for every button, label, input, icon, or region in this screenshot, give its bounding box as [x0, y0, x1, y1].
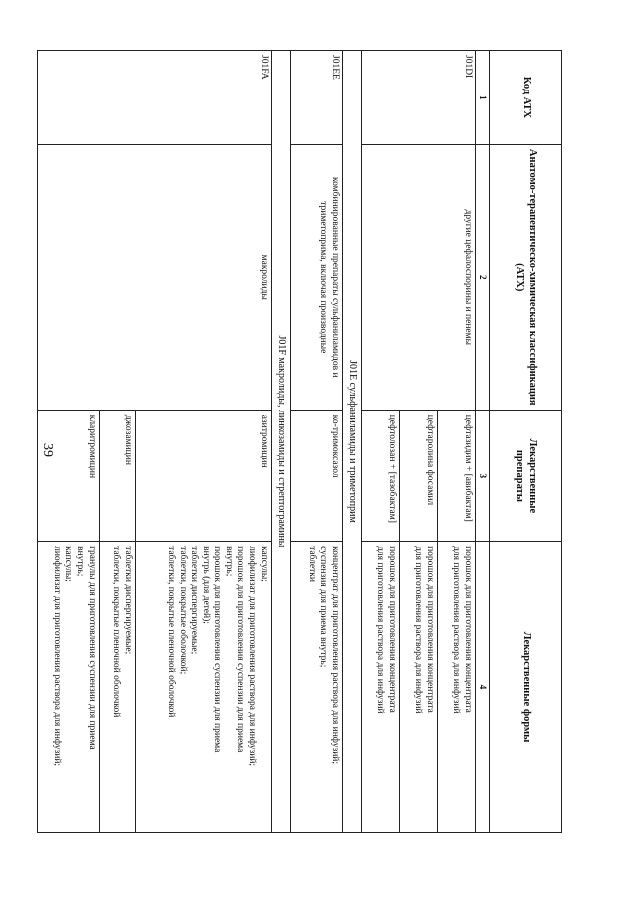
dosage-form-line: внутрь;: [223, 546, 234, 577]
rotated-table-frame: [51, 50, 562, 833]
drug-name: азитромицин: [135, 410, 271, 541]
drug-name: цефтолозан + [тазобактам]: [362, 410, 400, 541]
dosage-forms: [362, 542, 400, 833]
group-heading-row: [271, 51, 290, 833]
dosage-form-line: внутрь;: [75, 546, 86, 577]
column-number: 2: [476, 144, 490, 410]
atc-code: J01DI: [362, 51, 476, 145]
table-sheet: [51, 50, 562, 833]
dosage-form-line: гранулы для приготовления суспензии для приема: [86, 546, 97, 750]
dosage-form-line: порошок для приготовления концентрата: [425, 546, 435, 713]
dosage-form-line: капсулы;: [63, 546, 74, 582]
dosage-form-line: суспензия для приема внутрь;: [318, 546, 329, 668]
dosage-form-line: для приготовления раствора для инфузий: [375, 546, 386, 714]
page-number: 39: [40, 443, 55, 457]
dosage-forms: [37, 542, 99, 833]
dosage-form-line: таблетки диспергируемые;: [122, 546, 133, 655]
drug-name: цефтаролина фосамил: [400, 410, 438, 541]
dosage-forms: [438, 542, 476, 833]
dosage-form-line: для приготовления раствора для инфузий: [413, 546, 424, 714]
column-number-row: [476, 51, 490, 833]
atc-class-name: комбинированные препараты сульфаниламидов и триметоприма, включая производные: [290, 144, 342, 410]
drug-name: цефтазидим + [авибактам]: [438, 410, 476, 541]
dosage-form-line: внутрь (для детей);: [200, 546, 211, 624]
dosage-form-line: лиофилизат для приготовления раствора для инфузий;: [247, 546, 258, 767]
dosage-form-line: лиофилизат для приготовления раствора для инфузий;: [51, 546, 62, 767]
dosage-form-line: капсулы;: [258, 546, 269, 582]
dosage-form-line: таблетки, покрытые пленочной оболочкой: [111, 546, 122, 718]
dosage-form-line: таблетки диспергируемые;: [189, 546, 200, 655]
dosage-form-line: таблетки, покрытые оболочкой;: [177, 546, 188, 675]
drug-name: джозамицин: [99, 410, 135, 541]
header-row: [490, 51, 562, 833]
column-number: 1: [476, 51, 490, 145]
atc-class-name: макролиды: [37, 144, 271, 410]
column-number: 3: [476, 410, 490, 541]
dosage-form-line: для приготовления раствора для инфузий: [451, 546, 462, 714]
drug-name: кларитромицин: [37, 410, 99, 541]
group-heading-row: [342, 51, 361, 833]
table-row: [290, 51, 342, 833]
dosage-forms: [135, 542, 271, 833]
table-row: [135, 51, 271, 833]
group-heading: J01E сульфаниламиды и триметоприм: [342, 51, 361, 833]
dosage-forms: [99, 542, 135, 833]
table-row: [438, 51, 476, 833]
dosage-forms: [290, 542, 342, 833]
atc-table: [37, 50, 562, 833]
dosage-form-line: порошок для приготовления концентрата: [463, 546, 473, 713]
atc-code: J01FA: [37, 51, 271, 145]
column-number: 4: [476, 542, 490, 833]
dosage-form-line: порошок для приготовления суспензии для приема: [212, 546, 223, 753]
group-heading: J01F макролиды, линкозамиды и стрептограмины: [271, 51, 290, 833]
dosage-form-line: порошок для приготовления суспензии для приема: [235, 546, 246, 753]
dosage-form-line: таблетки: [306, 546, 317, 582]
header-drugs: Лекарственные препараты: [490, 410, 562, 541]
atc-code: J01EE: [290, 51, 342, 145]
header-forms: Лекарственные формы: [490, 542, 562, 833]
dosage-form-line: порошок для приготовления концентрата: [387, 546, 397, 713]
header-code: Код АТХ: [490, 51, 562, 145]
dosage-forms: [400, 542, 438, 833]
atc-class-name: другие цефалоспорины и пенемы: [362, 144, 476, 410]
header-classification: Анатомо-терапевтическо-химическая классификация (АТХ): [490, 144, 562, 410]
dosage-form-line: концентрат для приготовления раствора для инфузий;: [329, 546, 340, 765]
drug-name: ко-тримоксазол: [290, 410, 342, 541]
dosage-form-line: таблетки, покрытые пленочной оболочкой: [166, 546, 176, 718]
